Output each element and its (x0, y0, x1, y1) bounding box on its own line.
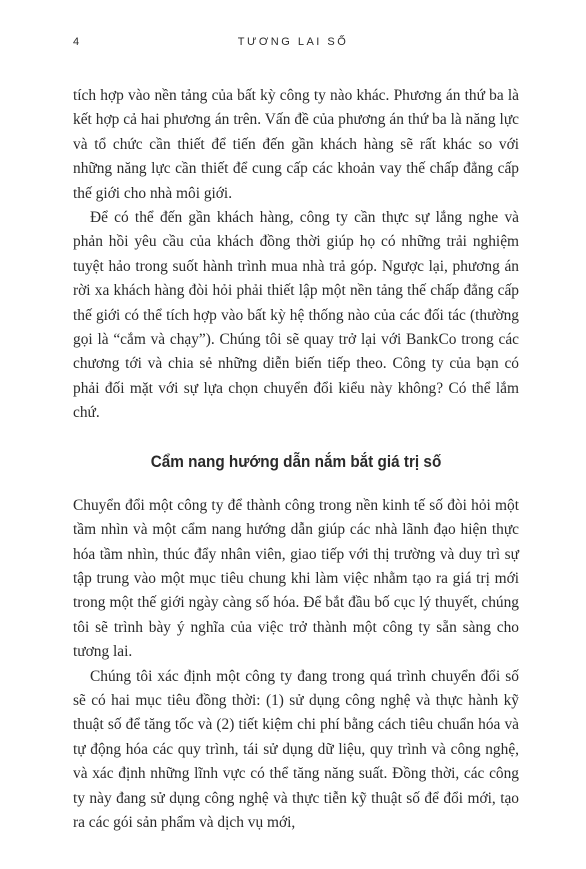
page-number: 4 (73, 36, 81, 48)
page-body (73, 84, 519, 835)
paragraph: Để có thể đến gần khách hàng, công ty cần thực sự lắng nghe và phản hồi yêu cầu của khách đồng thời giúp họ có những trải nghiệm tuyệt hảo trong suốt hành trình mua nhà trả góp. Ngược lại, phương án rời xa khách hàng đòi hỏi phải thiết lập một nền tảng thế chấp đẳng cấp thế giới có thể tích hợp vào bất kỳ hệ thống nào của các đối tác (thường gọi là “cắm và chạy”). Chúng tôi sẽ quay trở lại với BankCo trong các chương tới và chia sẻ những diễn biến tiếp theo. Công ty của bạn có phải đối mặt với sự lựa chọn chuyển đổi kiểu này không? Có thể lắm chứ. (73, 209, 519, 422)
page-header (0, 36, 586, 56)
paragraph: Chuyển đổi một công ty để thành công trong nền kinh tế số đòi hỏi một tầm nhìn và một cẩm nang hướng dẫn giúp các nhà lãnh đạo hiện thực hóa tầm nhìn, thúc đẩy nhân viên, giao tiếp với thị trường và duy trì sự tập trung vào một mục tiêu chung khi làm việc nhằm tạo ra giá trị mới trong một thế giới ngày càng số hóa. Để bắt đầu bố cục lý thuyết, chúng tôi sẽ trình bày ý nghĩa của việc trở thành một công ty sẵn sàng cho tương lai. (73, 496, 519, 661)
paragraph: Chúng tôi xác định một công ty đang trong quá trình chuyển đổi số sẽ có hai mục tiêu đồng thời: (1) sử dụng công nghệ và thực hành kỹ thuật số để tăng tốc và (2) tiết kiệm chi phí bằng cách tiêu chuẩn hóa và tự động hóa các quy trình, tái sử dụng dữ liệu, quy trình và công nghệ, và xác định những lĩnh vực có thể tăng năng suất. Đồng thời, các công ty này đang sử dụng công nghệ và thực tiễn kỹ thuật số để đổi mới, tạo ra các gói sản phẩm và dịch vụ mới, (73, 667, 519, 831)
paragraph: tích hợp vào nền tảng của bất kỳ công ty nào khác. Phương án thứ ba là kết hợp cả hai phương án trên. Vấn đề của phương án thứ ba là năng lực và tổ chức cần thiết để tiến đến gần khách hàng sẽ rất khác so với những năng lực cần thiết để cung cấp các khoản vay thế chấp đẳng cấp thế giới cho nhà môi giới. (73, 87, 519, 202)
section-heading: Cẩm nang hướng dẫn nắm bắt giá trị số (150, 451, 442, 471)
running-title: TƯƠNG LAI SỐ (237, 36, 349, 48)
